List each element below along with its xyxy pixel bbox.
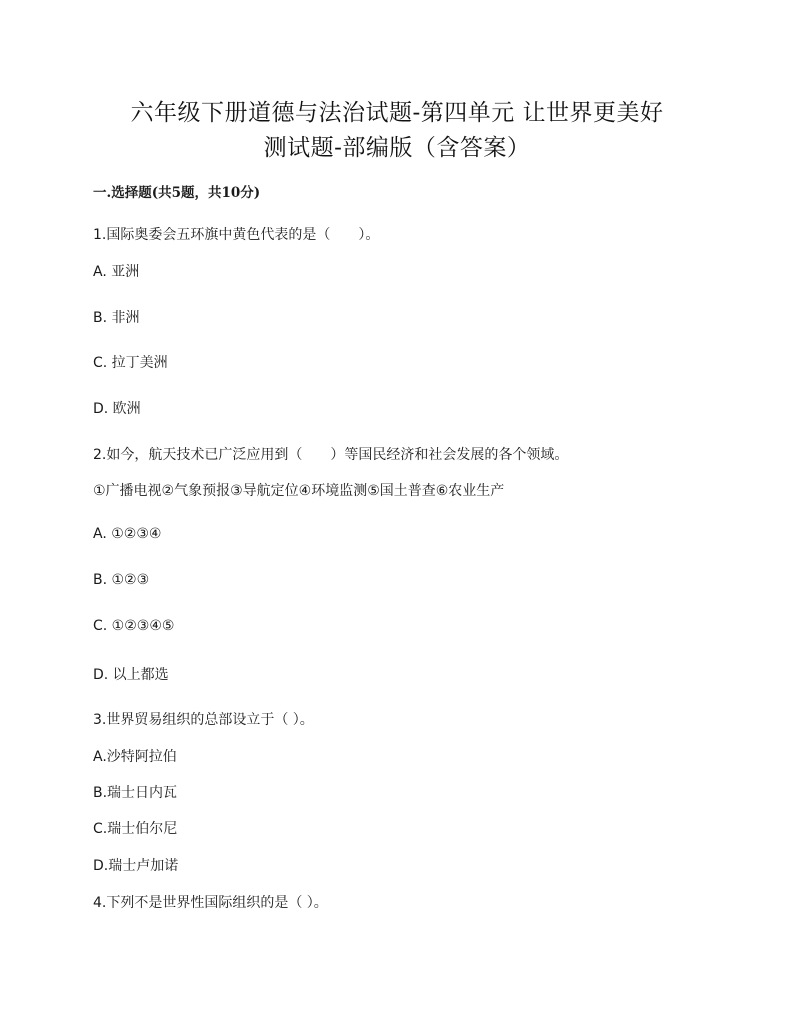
question-1-option-a: A. 亚洲 (93, 264, 140, 280)
question-1-option-c: C. 拉丁美洲 (93, 355, 168, 371)
question-3-option-d: D.瑞士卢加诺 (93, 858, 179, 874)
question-2-option-d: D. 以上都选 (93, 667, 169, 683)
question-1-stem: 1.国际奥委会五环旗中黄色代表的是（ ）。 (93, 227, 380, 243)
document-title-line-1: 六年级下册道德与法治试题-第四单元 让世界更美好 (130, 100, 664, 126)
question-2-stem: 2.如今，航天技术已广泛应用到（ ）等国民经济和社会发展的各个领域。 (93, 447, 569, 463)
question-1-option-d: D. 欧洲 (93, 401, 141, 417)
question-3-option-b: B.瑞士日内瓦 (93, 785, 178, 801)
document-title-line-2: 测试题-部编版（含答案） (263, 135, 531, 161)
question-1-option-b: B. 非洲 (93, 310, 140, 326)
question-3-option-a: A.沙特阿拉伯 (93, 749, 177, 765)
question-3-stem: 3.世界贸易组织的总部设立于（ ）。 (93, 712, 314, 728)
section-heading: 一.选择题(共5题，共10分) (93, 185, 261, 201)
question-3-option-c: C.瑞士伯尔尼 (93, 821, 178, 837)
question-2-items: ①广播电视②气象预报③导航定位④环境监测⑤国土普查⑥农业生产 (93, 483, 505, 499)
question-2-option-a: A. ①②③④ (93, 526, 162, 542)
question-4-stem: 4.下列不是世界性国际组织的是（ ）。 (93, 895, 328, 911)
question-2-option-c: C. ①②③④⑤ (93, 618, 175, 634)
question-2-option-b: B. ①②③ (93, 572, 150, 588)
